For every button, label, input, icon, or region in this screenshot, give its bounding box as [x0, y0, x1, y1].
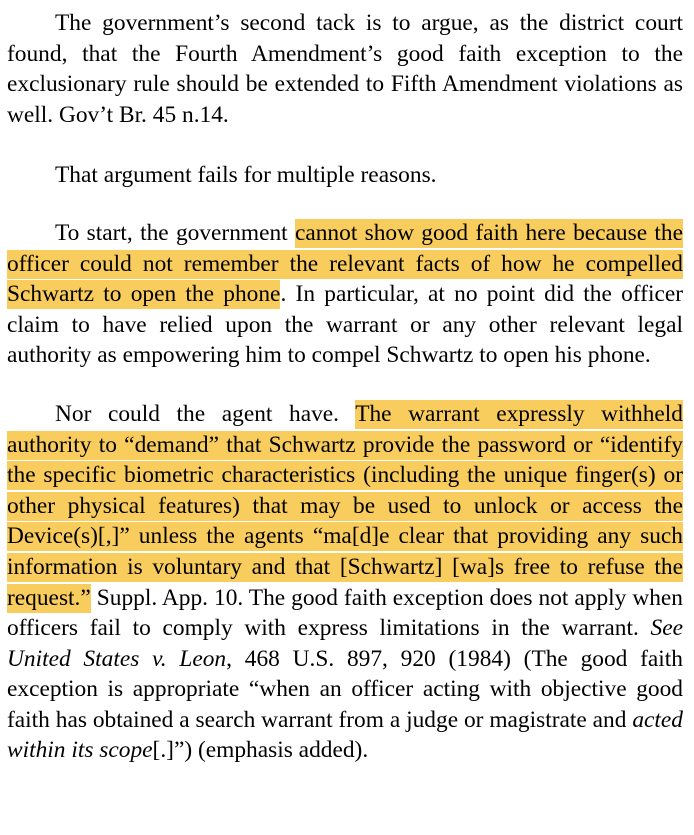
- paragraph-4-after-highlight: Suppl. App. 10. The good faith exception does not apply when officers fail to comply with express limitations in the warrant.: [7, 584, 683, 642]
- paragraph-spacer: [7, 130, 683, 160]
- highlighted-passage-warrant-terms: The warrant expressly withheld authority to “demand” that Schwartz provide the password or “identify the specific biometric characteristics (including the unique finger(s) or other physical features) that may be used to unlock or access the Device(s)[,]” unless the agents “ma[d]e clear that providing any such information is voluntary and that [Schwartz] [wa]s free to refuse the request.”: [7, 400, 683, 611]
- paragraph-4-closing: [.]”) (emphasis added).: [152, 737, 369, 764]
- paragraph-4-lead: Nor could the agent have.: [55, 400, 356, 427]
- paragraph-4-citation: , 468 U.S. 897, 920 (1984) (The good faith exception is appropriate “when an officer acting with objective good faith has obtained a search warrant from a judge or magistrate and: [7, 645, 683, 733]
- paragraph-1-text: The government’s second tack is to argue, as the district court found, that the Fourth Amendment’s good faith exception to the exclusionary rule should be extended to Fifth Amendment violations as well. Gov’t Br. 45 n.14.: [7, 10, 683, 128]
- highlighted-passage-officer-memory: cannot show good faith here because the officer could not remember the relevant facts of how he compelled Schwartz to open the phone: [7, 219, 683, 308]
- paragraph-spacer: [7, 371, 683, 399]
- paragraph-officer-memory: [7, 218, 683, 371]
- paragraph-spacer: [7, 191, 683, 218]
- paragraph-good-faith-argument: [7, 8, 683, 130]
- paragraph-3-lead: To start, the government: [55, 219, 295, 246]
- paragraph-2-text: That argument fails for multiple reasons.: [55, 162, 437, 189]
- paragraph-warrant-limits: [7, 399, 683, 766]
- document-page: [7, 8, 683, 766]
- paragraph-3-tail: . In particular, at no point did the officer claim to have relied upon the warrant or any other relevant legal authority as empowering him to compel Schwartz to open his phone.: [7, 281, 684, 369]
- emphasis-italic: acted within its scope: [7, 706, 683, 764]
- paragraph-argument-fails: [7, 160, 683, 191]
- case-citation-italic: See United States v. Leon: [7, 615, 683, 672]
